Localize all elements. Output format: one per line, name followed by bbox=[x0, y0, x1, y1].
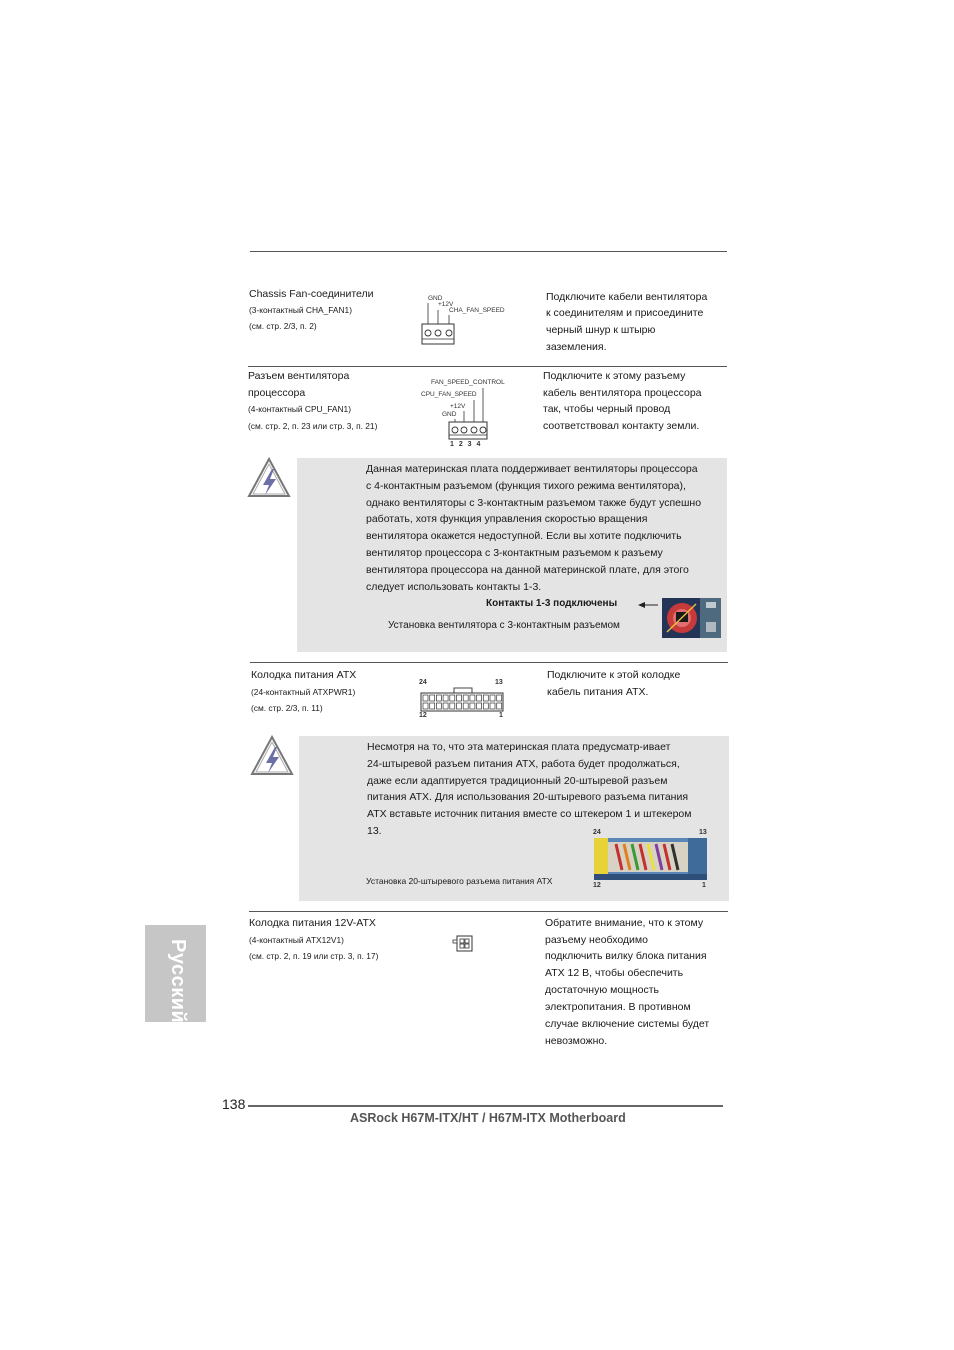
atx-pin bbox=[483, 695, 488, 701]
caution-triangle-icon bbox=[247, 457, 292, 499]
note-line: однако вентиляторы с 3-контактным разъемом также будут успешно bbox=[366, 497, 702, 509]
install-caption: Установка вентилятора с 3-контактным разъемом bbox=[388, 620, 620, 631]
section-subtitle: (24-контактный ATXPWR1) bbox=[251, 687, 356, 697]
arrow-left-icon bbox=[638, 601, 658, 609]
pin-label-gnd: GND bbox=[442, 411, 457, 418]
pin-number-13: 13 bbox=[495, 679, 503, 686]
desc-line: Подключите кабели вентилятора bbox=[546, 291, 708, 303]
section-divider bbox=[250, 662, 728, 663]
note-line: вентилятора процессора на данной материнской плате, для этого bbox=[366, 564, 689, 576]
section-divider bbox=[248, 366, 727, 367]
note-line: Данная материнская плата поддерживает вентиляторы процессора bbox=[366, 463, 698, 475]
atx-pin bbox=[477, 695, 482, 701]
desc-line: подключить вилку блока питания bbox=[545, 950, 707, 962]
desc-line: соответствовал контакту земли. bbox=[543, 420, 700, 432]
section-reference: (см. стр. 2, п. 19 или стр. 3, п. 17) bbox=[249, 951, 379, 961]
cpu-fan-connector-diagram bbox=[418, 376, 518, 451]
pin-number-12: 12 bbox=[419, 712, 427, 719]
note-line: 13. bbox=[367, 825, 382, 837]
section-reference: (см. стр. 2/3, п. 11) bbox=[251, 703, 323, 713]
pins-connected-label: Контакты 1-3 подключены bbox=[486, 598, 618, 609]
section-subtitle: (3-контактный CHA_FAN1) bbox=[249, 305, 352, 315]
atx-pin bbox=[463, 695, 468, 701]
note-line: работать, хотя функция управления скоростью вращения bbox=[366, 513, 648, 525]
footer-model: ASRock H67M-ITX/HT / H67M-ITX Motherboard bbox=[350, 1111, 626, 1125]
note-line: даже если адаптируется традиционный 20-штыревой разъем bbox=[367, 775, 668, 787]
pin-label-gnd: GND bbox=[428, 295, 443, 302]
pin-label-speed: CPU_FAN_SPEED bbox=[421, 391, 477, 398]
note-box-fan bbox=[297, 458, 727, 652]
desc-line: заземления. bbox=[546, 341, 607, 353]
atx-24pin-diagram bbox=[416, 676, 508, 722]
atx-pin bbox=[443, 695, 448, 701]
desc-line: к соединителям и присоедините bbox=[546, 307, 704, 319]
fan-header-4pin-icon bbox=[418, 376, 518, 451]
pin-numbers: 1 2 3 4 bbox=[450, 441, 482, 448]
section-title: Колодка питания ATX bbox=[251, 669, 357, 681]
fan-photo-illustration bbox=[662, 598, 721, 638]
desc-line: Обратите внимание, что к этому bbox=[545, 917, 704, 929]
atx-pin bbox=[450, 695, 455, 701]
desc-line: Подключите к этой колодке bbox=[547, 669, 681, 681]
atx-pin bbox=[477, 703, 482, 709]
atx12v-connector-icon bbox=[452, 934, 474, 952]
atx-pin bbox=[457, 695, 462, 701]
footer-rule bbox=[248, 1105, 723, 1107]
atx-pin bbox=[457, 703, 462, 709]
atx-pin bbox=[430, 703, 435, 709]
atx-install-photo bbox=[594, 838, 707, 880]
pin-label-12v: +12V bbox=[438, 301, 454, 308]
note-box-atx bbox=[299, 736, 729, 901]
language-label: Русский bbox=[167, 939, 189, 1024]
section-subtitle: (4-контактный ATX12V1) bbox=[249, 935, 344, 945]
section-reference: (см. стр. 2, п. 23 или стр. 3, п. 21) bbox=[248, 421, 378, 431]
atx-pin bbox=[470, 695, 475, 701]
section-divider bbox=[249, 911, 728, 912]
desc-line: достаточную мощность bbox=[545, 984, 659, 996]
desc-line: разъему необходимо bbox=[545, 934, 648, 946]
pin-label-speed: CHA_FAN_SPEED bbox=[449, 307, 505, 314]
section-reference: (см. стр. 2/3, п. 2) bbox=[249, 321, 317, 331]
desc-line: черный шнур к штырю bbox=[546, 324, 656, 336]
atx-pin bbox=[443, 703, 448, 709]
note-line: питания ATX. Для использования 20-штыревого разъема питания bbox=[367, 791, 689, 803]
section-subtitle: (4-контактный CPU_FAN1) bbox=[248, 404, 351, 414]
desc-line: невозможно. bbox=[545, 1035, 608, 1047]
atx-pin bbox=[490, 695, 495, 701]
note-line: вентилятора окажется недоступной. Если вы хотите подключить bbox=[366, 530, 682, 542]
atx-pin bbox=[497, 695, 502, 701]
pin-number-24: 24 bbox=[419, 679, 427, 686]
section-title: Chassis Fan-соединители bbox=[249, 288, 374, 300]
fan-install-photo bbox=[662, 598, 721, 638]
photo-pin-12: 12 bbox=[593, 882, 601, 889]
fan-header-3pin-icon bbox=[418, 293, 518, 348]
pin-label-12v: +12V bbox=[450, 403, 466, 410]
atx-pin bbox=[436, 695, 441, 701]
desc-line: кабель питания ATX. bbox=[547, 686, 649, 698]
atx-pin bbox=[470, 703, 475, 709]
warning-icon bbox=[247, 457, 292, 499]
atx-pin bbox=[423, 703, 428, 709]
atx-pin bbox=[483, 703, 488, 709]
note-line: вентилятор процессора с 3-контактным разъемом к разъему bbox=[366, 547, 663, 559]
cha-fan-connector-diagram bbox=[418, 293, 518, 348]
section-title: процессора bbox=[248, 387, 306, 399]
warning-icon bbox=[250, 735, 295, 777]
section-title: Колодка питания 12V-ATX bbox=[249, 917, 376, 929]
atx-connector-24pin-icon bbox=[416, 676, 508, 722]
note-line: следует использовать контакты 1-3. bbox=[366, 581, 542, 593]
language-side-tab bbox=[145, 925, 206, 1022]
atx-pin bbox=[490, 703, 495, 709]
desc-line: так, чтобы черный провод bbox=[543, 403, 671, 415]
photo-pin-13: 13 bbox=[699, 829, 707, 836]
note-line: с 4-контактным разъемом (функция тихого режима вентилятора), bbox=[366, 480, 686, 492]
install-caption: Установка 20-штыревого разъема питания ATX bbox=[366, 876, 553, 886]
desc-line: Подключите к этому разъему bbox=[543, 370, 686, 382]
atx-pin bbox=[423, 695, 428, 701]
desc-line: электропитания. В противном bbox=[545, 1001, 691, 1013]
pin-label-control: FAN_SPEED_CONTROL bbox=[431, 379, 505, 386]
photo-pin-1: 1 bbox=[702, 882, 706, 889]
atx-pin bbox=[463, 703, 468, 709]
note-line: 24-штыревой разъем питания ATX, работа будет продолжаться, bbox=[367, 758, 680, 770]
desc-line: случае включение системы будет bbox=[545, 1018, 710, 1030]
caution-triangle-icon bbox=[250, 735, 295, 777]
section-title: Разъем вентилятора bbox=[248, 370, 350, 382]
desc-line: ATX 12 В, чтобы обеспечить bbox=[545, 967, 684, 979]
pin-number-1: 1 bbox=[499, 712, 503, 719]
atx-pin bbox=[430, 695, 435, 701]
top-rule bbox=[250, 251, 727, 252]
note-line: ATX вставьте источник питания вместе со штекером 1 и штекером bbox=[367, 808, 692, 820]
atx-pin bbox=[497, 703, 502, 709]
atx-pin bbox=[450, 703, 455, 709]
atx-pin bbox=[436, 703, 441, 709]
desc-line: кабель вентилятора процессора bbox=[543, 387, 702, 399]
note-line: Несмотря на то, что эта материнская плата предусматр-ивает bbox=[367, 741, 671, 753]
atx-photo-illustration bbox=[594, 838, 707, 880]
page-number: 138 bbox=[222, 1096, 246, 1112]
photo-pin-24: 24 bbox=[593, 829, 601, 836]
